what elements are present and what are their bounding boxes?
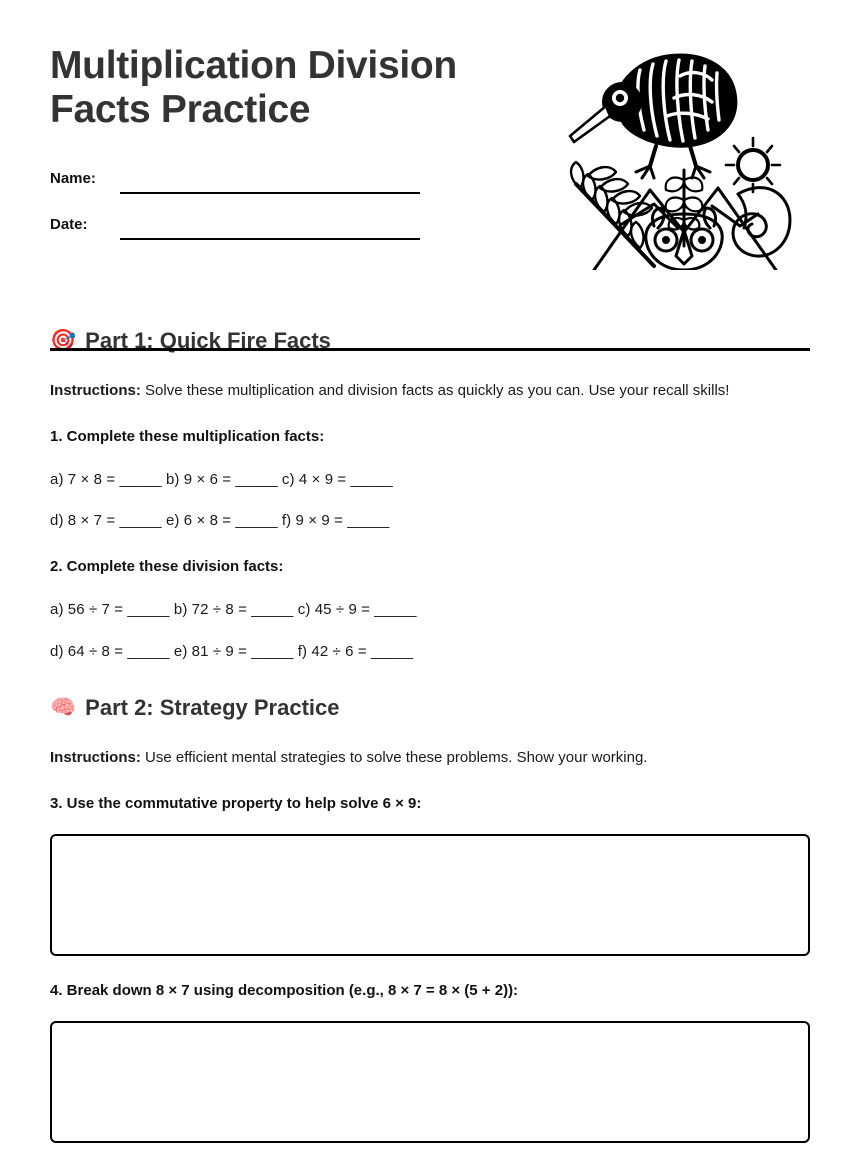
part-1-section bbox=[50, 327, 810, 663]
page-title-line-1: Multiplication Division bbox=[50, 44, 457, 87]
question-1-heading: 1. Complete these multiplication facts: bbox=[50, 428, 325, 445]
header-divider bbox=[50, 348, 810, 351]
question-2-heading: 2. Complete these division facts: bbox=[50, 558, 284, 575]
question-2-row-2[interactable]: d) 64 ÷ 8 = _____ e) 81 ÷ 9 = _____ f) 42 ÷ 6 = _____ bbox=[50, 643, 414, 660]
name-input-line[interactable] bbox=[120, 172, 420, 194]
part-2-instructions-label: Instructions: bbox=[50, 749, 141, 766]
date-input-line[interactable] bbox=[120, 218, 420, 240]
part-2-instructions-text: Use efficient mental strategies to solve these problems. Show your working. bbox=[145, 749, 648, 766]
brain-icon: 🧠 bbox=[50, 696, 77, 719]
part-1-instructions bbox=[50, 380, 810, 402]
question-3-heading: 3. Use the commutative property to help solve 6 × 9: bbox=[50, 795, 422, 812]
part-2-heading bbox=[50, 694, 810, 722]
target-icon: 🎯 bbox=[50, 329, 77, 352]
question-2-row-1[interactable]: a) 56 ÷ 7 = _____ b) 72 ÷ 8 = _____ c) 45 ÷ 9 = _____ bbox=[50, 601, 417, 618]
question-1-row-2[interactable]: d) 8 × 7 = _____ e) 6 × 8 = _____ f) 9 × 9 = _____ bbox=[50, 512, 390, 529]
date-label: Date: bbox=[50, 216, 88, 233]
kiwi-bird-icon bbox=[570, 55, 736, 178]
question-1-row-1[interactable]: a) 7 × 8 = _____ b) 9 × 6 = _____ c) 4 × 9 = _____ bbox=[50, 471, 393, 488]
part-2-section bbox=[50, 694, 810, 1143]
question-3-answer-box[interactable] bbox=[50, 834, 810, 956]
worksheet-header bbox=[50, 0, 810, 290]
new-zealand-kiwi-illustration bbox=[562, 18, 802, 270]
part-1-instructions-label: Instructions: bbox=[50, 382, 141, 399]
part-1-instructions-text: Solve these multiplication and division facts as quickly as you can. Use your recall skills! bbox=[145, 382, 730, 399]
page-title bbox=[50, 44, 520, 132]
part-1-heading-text: Part 1: Quick Fire Facts bbox=[85, 328, 331, 353]
sun-icon bbox=[726, 138, 780, 192]
part-2-heading-text: Part 2: Strategy Practice bbox=[85, 695, 340, 720]
question-4-answer-box[interactable] bbox=[50, 1021, 810, 1143]
question-4-heading: 4. Break down 8 × 7 using decomposition (e.g., 8 × 7 = 8 × (5 + 2)): bbox=[50, 982, 519, 999]
name-label: Name: bbox=[50, 170, 96, 187]
part-2-instructions bbox=[50, 747, 810, 769]
page-title-line-2: Facts Practice bbox=[50, 88, 311, 131]
